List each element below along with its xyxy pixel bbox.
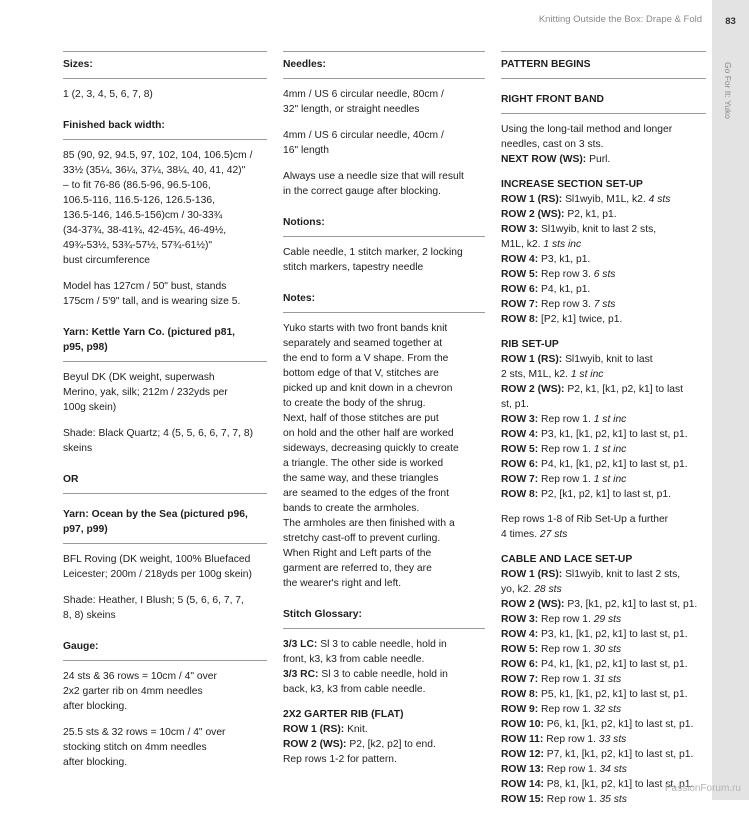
row-label: ROW 1 (RS): — [501, 194, 563, 205]
stitch-count: 1 st inc — [593, 414, 627, 425]
body-text: Model has 127cm / 50" bust, stands 175cm / 5'9" tall, and is wearing size 5. — [63, 281, 241, 307]
stitch-count: 32 sts — [593, 704, 622, 715]
subsection-heading: 2X2 GARTER RIB (FLAT) — [283, 709, 404, 720]
instruction-row — [501, 487, 706, 502]
stitch-count: 30 sts — [593, 644, 622, 655]
row-label: NEXT ROW (WS): — [501, 154, 587, 165]
row-text: P3, k1, [k1, p2, k1] to last st, p1. — [538, 629, 688, 640]
row-text: Sl1wyib, knit to last 2 sts, M1L, k2. — [501, 224, 657, 250]
row-text: Rep rows 1-8 of Rib Set-Up a further 4 times. — [501, 514, 669, 540]
row-label: ROW 5: — [501, 269, 539, 280]
row-text: Rep row 1. — [538, 474, 594, 485]
chapter-title: Go For It: Yuko — [723, 62, 733, 120]
section-heading: Notes: — [283, 286, 485, 313]
instruction-row — [501, 567, 706, 597]
instruction-block — [501, 122, 706, 167]
instruction-row — [501, 152, 706, 167]
body-text: Shade: Black Quartz; 4 (5, 5, 6, 6, 7, 7, 8) skeins — [63, 428, 254, 454]
instruction-block — [501, 512, 706, 542]
instruction-row — [501, 427, 706, 442]
row-label: ROW 4: — [501, 629, 539, 640]
watermark: PassionForum.ru — [664, 783, 741, 794]
row-text: P6, k1, [k1, p2, k1] to last st, p1. — [543, 719, 694, 730]
body-text: 25.5 sts & 32 rows = 10cm / 4" over stocking stitch on 4mm needles after blocking. — [63, 727, 226, 768]
row-label: ROW 1 (RS): — [283, 724, 345, 735]
instruction-block — [283, 637, 485, 697]
instruction-block — [501, 177, 706, 327]
row-label: ROW 1 (RS): — [501, 569, 563, 580]
row-label: ROW 10: — [501, 719, 544, 730]
row-text: Knit. — [344, 724, 368, 735]
row-label: 3/3 RC: — [283, 669, 319, 680]
stitch-count: 28 sts — [534, 584, 562, 595]
subsection-heading: INCREASE SECTION SET-UP — [501, 179, 643, 190]
instruction-row — [501, 672, 706, 687]
body-text: 24 sts & 36 rows = 10cm / 4" over 2x2 garter rib on 4mm needles after blocking. — [63, 671, 217, 712]
row-label: ROW 12: — [501, 749, 544, 760]
row-text: Rep row 1. — [543, 794, 600, 805]
instruction-block — [501, 552, 706, 807]
column-pattern — [501, 51, 706, 817]
row-text: P2, [k1, p2, k1] to last st, p1. — [538, 489, 671, 500]
row-text: P4, k1, [k1, p2, k1] to last st, p1. — [538, 659, 688, 670]
instruction-row — [501, 597, 706, 612]
stitch-count: 4 sts — [648, 194, 671, 205]
row-text: [P2, k1] twice, p1. — [538, 314, 623, 325]
row-text: Rep row 3. — [538, 269, 594, 280]
row-label: ROW 7: — [501, 299, 539, 310]
section-heading: Needles: — [283, 51, 485, 79]
row-text: Sl 3 to cable needle, hold in back, k3, k3 from cable needle. — [283, 669, 448, 695]
instruction-row — [501, 312, 706, 327]
row-text: Rep row 3. — [538, 299, 594, 310]
section-heading: Gauge: — [63, 634, 267, 661]
row-label: ROW 8: — [501, 689, 539, 700]
body-text: 4mm / US 6 circular needle, 80cm / 32" length, or straight needles — [283, 89, 444, 115]
row-label: ROW 8: — [501, 314, 539, 325]
body-text: 4mm / US 6 circular needle, 40cm / 16" length — [283, 130, 444, 156]
row-text: Using the long-tail method and longer needles, cast on 3 sts. — [501, 124, 673, 150]
row-text: Rep rows 1-2 for pattern. — [283, 754, 397, 765]
body-text: 85 (90, 92, 94.5, 97, 102, 104, 106.5)cm / 33½ (35¼, 36¼, 37¼, 38¼, 40, 41, 42)" – to fit 76-86 (86.5-96, 96.5-106, 106.5-116, 116.5-126, 126.5-136, 136.5-146, 146.5-156)cm / 30-33¾ (34-37¾, 38-41¾, 42-45¾, 46-49½, 49¾-53½, 53¾-57½, 57¾-61½)" bust circumference — [63, 150, 253, 266]
stitch-count: 35 sts — [599, 794, 627, 805]
instruction-row — [283, 752, 485, 767]
stitch-count: 6 sts — [593, 269, 616, 280]
instruction-row — [283, 667, 485, 697]
section-heading: RIGHT FRONT BAND — [501, 87, 706, 114]
instruction-block — [283, 707, 485, 767]
body-text: Beyul DK (DK weight, superwash Merino, yak, silk; 212m / 232yds per 100g skein) — [63, 372, 228, 413]
row-label: ROW 5: — [501, 644, 539, 655]
instruction-row — [501, 717, 706, 732]
body-text: Cable needle, 1 stitch marker, 2 locking stitch markers, tapestry needle — [283, 247, 463, 273]
section-heading: Notions: — [283, 210, 485, 237]
row-label: ROW 2 (WS): — [501, 209, 565, 220]
row-text: P3, k1, [k1, p2, k1] to last st, p1. — [538, 429, 688, 440]
instruction-row — [501, 762, 706, 777]
row-label: ROW 2 (WS): — [501, 384, 565, 395]
section-heading: Yarn: Kettle Yarn Co. (pictured p81, p95, p98) — [63, 320, 267, 362]
instruction-row — [501, 702, 706, 717]
instruction-row — [501, 352, 706, 382]
body-text: Shade: Heather, I Blush; 5 (5, 6, 6, 7, 7, 8, 8) skeins — [63, 595, 244, 621]
instruction-row — [501, 472, 706, 487]
instruction-row — [501, 747, 706, 762]
section-heading: Yarn: Ocean by the Sea (pictured p96, p97, p99) — [63, 502, 267, 544]
page-number: 83 — [725, 16, 736, 27]
row-label: 3/3 LC: — [283, 639, 318, 650]
stitch-count: 1 st inc — [570, 369, 604, 380]
row-text: P2, [k2, p2] to end. — [346, 739, 436, 750]
instruction-row — [501, 297, 706, 312]
row-text: P2, k1, [k1, p2, k1] to last st, p1. — [501, 384, 683, 410]
instruction-block — [501, 337, 706, 502]
body-text: BFL Roving (DK weight, 100% Bluefaced Leicester; 200m / 218yds per 100g skein) — [63, 554, 252, 580]
row-text: P4, k1, p1. — [538, 284, 591, 295]
row-text: P7, k1, [k1, p2, k1] to last st, p1. — [543, 749, 694, 760]
row-text: Sl1wyib, knit to last 2 sts, yo, k2. — [501, 569, 681, 595]
instruction-row — [501, 612, 706, 627]
row-label: ROW 6: — [501, 284, 539, 295]
row-label: ROW 6: — [501, 459, 539, 470]
instruction-row — [283, 737, 485, 752]
row-text: Rep row 1. — [538, 614, 594, 625]
stitch-count: 1 st inc — [593, 444, 627, 455]
row-label: ROW 13: — [501, 764, 544, 775]
book-title: Knitting Outside the Box: Drape & Fold — [538, 14, 702, 25]
row-text: Rep row 1. — [543, 734, 599, 745]
row-label: ROW 2 (WS): — [283, 739, 347, 750]
instruction-row — [283, 722, 485, 737]
instruction-row — [501, 657, 706, 672]
row-label: ROW 1 (RS): — [501, 354, 563, 365]
subsection-heading: CABLE AND LACE SET-UP — [501, 554, 633, 565]
row-text: P5, k1, [k1, p2, k1] to last st, p1. — [538, 689, 688, 700]
row-label: ROW 4: — [501, 429, 539, 440]
section-heading: Sizes: — [63, 51, 267, 79]
stitch-count: 34 sts — [599, 764, 627, 775]
body-text: Always use a needle size that will result in the correct gauge after blocking. — [283, 171, 464, 197]
row-label: ROW 5: — [501, 444, 539, 455]
row-text: Sl1wyib, knit to last 2 sts, M1L, k2. — [501, 354, 653, 380]
instruction-row — [501, 512, 706, 542]
row-text: Rep row 1. — [538, 704, 594, 715]
row-text: P3, k1, p1. — [538, 254, 591, 265]
instruction-row — [501, 192, 706, 207]
stitch-count: 33 sts — [598, 734, 627, 745]
instruction-row — [501, 687, 706, 702]
instruction-row — [501, 207, 706, 222]
row-label: ROW 2 (WS): — [501, 599, 565, 610]
row-label: ROW 14: — [501, 779, 544, 790]
row-label: ROW 11: — [501, 734, 544, 745]
row-text: Rep row 1. — [538, 444, 594, 455]
instruction-row — [501, 412, 706, 427]
stitch-count: 27 sts — [539, 529, 568, 540]
row-text: P4, k1, [k1, p2, k1] to last st, p1. — [538, 459, 688, 470]
row-text: P3, [k1, p2, k1] to last st, p1. — [564, 599, 698, 610]
stitch-count: 29 sts — [593, 614, 622, 625]
instruction-row — [501, 267, 706, 282]
instruction-row — [501, 282, 706, 297]
row-text: Sl1wyib, M1L, k2. — [562, 194, 649, 205]
row-text: Sl 3 to cable needle, hold in front, k3, k3 from cable needle. — [283, 639, 447, 665]
section-heading: PATTERN BEGINS — [501, 51, 706, 79]
stitch-count: 7 sts — [593, 299, 616, 310]
row-label: ROW 6: — [501, 659, 539, 670]
instruction-row — [501, 442, 706, 457]
page-header — [0, 0, 749, 54]
stitch-count: 31 sts — [593, 674, 622, 685]
row-label: ROW 3: — [501, 414, 539, 425]
subsection-heading: RIB SET-UP — [501, 339, 559, 350]
instruction-row — [501, 627, 706, 642]
row-label: ROW 9: — [501, 704, 539, 715]
body-text: 1 (2, 3, 4, 5, 6, 7, 8) — [63, 89, 153, 100]
row-text: Rep row 1. — [538, 644, 594, 655]
section-heading: Stitch Glossary: — [283, 602, 485, 629]
row-label: ROW 7: — [501, 674, 539, 685]
row-text: Rep row 1. — [543, 764, 600, 775]
column-materials — [63, 51, 267, 781]
stitch-count: 1 st inc — [593, 474, 627, 485]
column-needles-notes — [283, 51, 485, 777]
instruction-row — [501, 122, 706, 152]
section-heading: Finished back width: — [63, 113, 267, 140]
section-heading: OR — [63, 467, 267, 494]
row-label: ROW 4: — [501, 254, 539, 265]
row-text: P2, k1, p1. — [564, 209, 617, 220]
body-text: Yuko starts with two front bands knit separately and seamed together at the end to form a V shape. From the bottom edge of that V, stitches are picked up and knit down in a chevron to create the body of the shrug. Next, half of those stitches are put on hold and the other half are worked sideways, decreasing quickly to create a triangle. The other side is worked the same way, and these triangles are seamed to the edges of the front bands to create the armholes. The armholes are then finished with a stretchy cast-off to prevent curling. When Right and Left parts of the garment are referred to, they are the wearer's right and left. — [283, 323, 459, 589]
row-label: ROW 3: — [501, 224, 539, 235]
instruction-row — [501, 732, 706, 747]
row-label: ROW 15: — [501, 794, 544, 805]
row-label: ROW 7: — [501, 474, 539, 485]
row-text: P8, k1, [k1, p2, k1] to last st, p1. — [543, 779, 694, 790]
instruction-row — [501, 382, 706, 412]
instruction-row — [501, 222, 706, 252]
instruction-row — [501, 642, 706, 657]
stitch-count: 1 sts inc — [543, 239, 582, 250]
chapter-tab — [712, 0, 749, 800]
row-text: Purl. — [586, 154, 611, 165]
row-label: ROW 8: — [501, 489, 539, 500]
instruction-row — [283, 637, 485, 667]
row-text: Rep row 1. — [538, 414, 594, 425]
instruction-row — [501, 457, 706, 472]
row-text: Rep row 1. — [538, 674, 594, 685]
row-label: ROW 3: — [501, 614, 539, 625]
instruction-row — [501, 252, 706, 267]
